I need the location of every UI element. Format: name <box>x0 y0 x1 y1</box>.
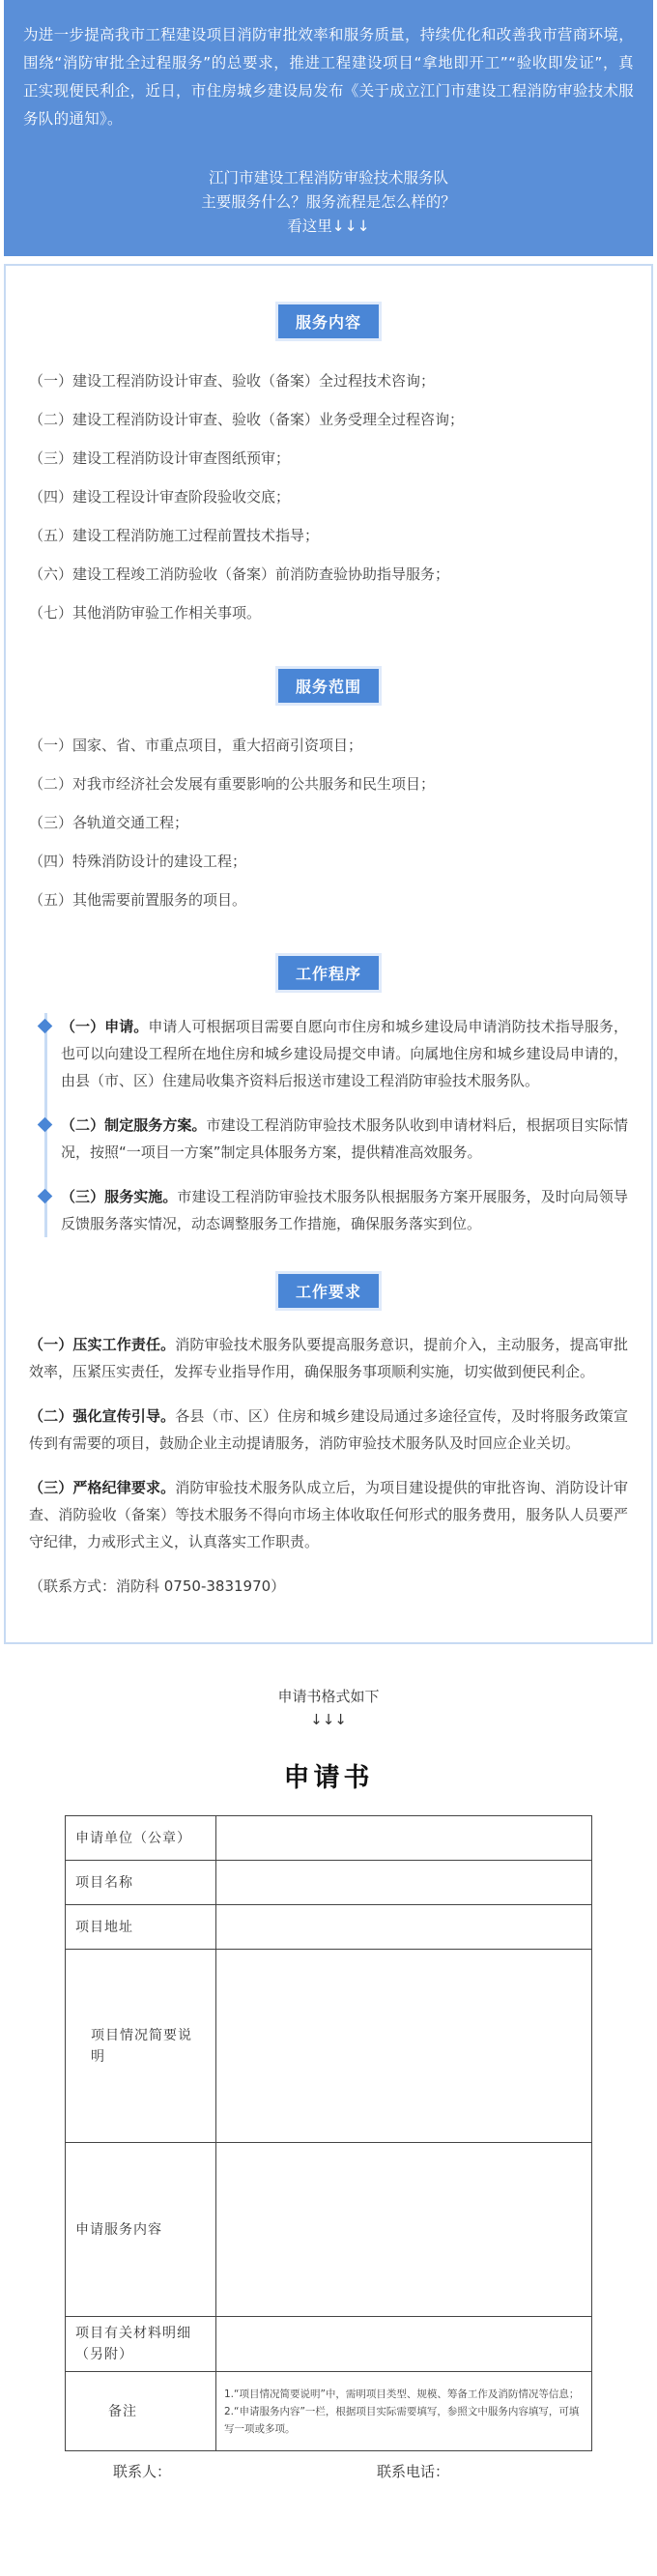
list-item: （六）建设工程竣工消防验收（备案）前消防查验协助指导服务； <box>29 565 450 583</box>
service-scope-section <box>29 669 628 919</box>
contact-person-label: 联系人： <box>113 2463 172 2480</box>
unit-field[interactable] <box>216 1816 592 1861</box>
form-caption-text: 申请书格式如下 <box>277 1688 380 1705</box>
remarks-label: 备注 <box>66 2372 216 2451</box>
list-item: （一）建设工程消防设计审查、验收（备案）全过程技术咨询； <box>29 372 436 390</box>
procedure-step <box>61 1013 628 1094</box>
down-arrows: ↓↓↓ <box>310 1711 347 1728</box>
requirement-paragraph <box>29 1474 628 1555</box>
materials-label: 项目有关材料明细（另附） <box>66 2317 216 2372</box>
step-lead: （三）服务实施。 <box>61 1188 178 1205</box>
remark-note: 1.“项目情况简要说明”中，需明项目类型、规模、筹备工作及消防情况等信息； <box>224 2388 580 2400</box>
diamond-bullet-icon <box>38 1117 53 1133</box>
project-name-field[interactable] <box>216 1861 592 1905</box>
requirement-lead: （二）强化宣传引导。 <box>29 1407 176 1425</box>
list-item: （三）各轨道交通工程； <box>29 814 189 831</box>
remarks-notes <box>216 2372 592 2451</box>
procedure-step <box>61 1183 628 1237</box>
form-title: 申请书 <box>283 1763 374 1793</box>
project-address-label: 项目地址 <box>66 1905 216 1950</box>
application-form-table <box>65 1815 592 2451</box>
project-address-field[interactable] <box>216 1905 592 1950</box>
service-request-label: 申请服务内容 <box>66 2143 216 2317</box>
intro-banner <box>4 0 653 256</box>
procedure-section <box>29 956 628 1237</box>
intro-paragraph: 为进一步提高我市工程建设项目消防审批效率和服务质量，持续优化和改善我市营商环境，围绕“消防审批全过程服务”的总要求，推进工程建设项目“拿地即开工”“验收即发证”，真正实现便民利企，近日，市住房城乡建设局发布《关于成立江门市建设工程消防审验技术服务队的通知》。 <box>23 26 635 128</box>
contact-phone-label: 联系电话： <box>377 2463 450 2480</box>
form-caption <box>0 1685 657 1731</box>
unit-label: 申请单位（公章） <box>66 1816 216 1861</box>
procedure-step <box>61 1112 628 1166</box>
project-name-label: 项目名称 <box>66 1861 216 1905</box>
requirements-section <box>29 1274 628 1600</box>
article-card <box>4 264 653 1644</box>
requirement-text: 各县（市、区）住房和城乡建设局通过多途径宣传，及时将服务政策宣传到有需要的项目，鼓励企业主动提请服务，消防审验技术服务队及时回应企业关切。 <box>29 1407 628 1452</box>
contact-line: （联系方式：消防科 0750-3831970） <box>29 1577 286 1595</box>
service-content-heading: 服务内容 <box>278 304 379 338</box>
requirement-text: 消防审验技术服务队要提高服务意识，提前介入，主动服务，提高审批效率，压紧压实责任，发挥专业指导作用，确保服务事项顺利实施，切实做到便民利企。 <box>29 1336 628 1380</box>
banner-subtitle <box>23 166 634 239</box>
list-item: （七）其他消防审验工作相关事项。 <box>29 604 262 622</box>
form-footer <box>65 2461 592 2481</box>
list-item: （四）特殊消防设计的建设工程； <box>29 853 247 870</box>
list-item: （二）建设工程消防设计审查、验收（备案）业务受理全过程咨询； <box>29 411 465 428</box>
requirements-heading: 工作要求 <box>278 1274 379 1308</box>
list-item: （三）建设工程消防设计审查图纸预审； <box>29 449 291 467</box>
banner-line-1: 江门市建设工程消防审验技术服务队 <box>208 169 448 187</box>
requirement-lead: （三）严格纪律要求。 <box>29 1479 176 1496</box>
remark-note: 2.“申请服务内容”一栏，根据项目实际需要填写，参照文中服务内容填写，可填写一项或多项。 <box>224 2405 580 2435</box>
step-text: 市建设工程消防审验技术服务队收到申请材料后，根据项目实际情况，按照“一项目一方案”制定具体服务方案，提供精准高效服务。 <box>61 1116 628 1161</box>
list-item: （四）建设工程设计审查阶段验收交底； <box>29 488 291 506</box>
step-text: 申请人可根据项目需要自愿向市住房和城乡建设局申请消防技术指导服务，也可以向建设工程所在地住房和城乡建设局提交申请。向属地住房和城乡建设局申请的，由县（市、区）住建局收集齐资料后报送市建设工程消防审验技术服务队。 <box>61 1018 628 1089</box>
list-item: （五）建设工程消防施工过程前置技术指导； <box>29 527 320 544</box>
requirement-paragraph <box>29 1331 628 1385</box>
step-lead: （一）申请。 <box>61 1018 149 1035</box>
materials-field[interactable] <box>216 2317 592 2372</box>
project-summary-label: 项目情况简要说明 <box>66 1950 216 2143</box>
requirement-lead: （一）压实工作责任。 <box>29 1336 176 1353</box>
banner-line-2: 主要服务什么？服务流程是怎么样的？ <box>201 193 456 211</box>
list-item: （五）其他需要前置服务的项目。 <box>29 891 247 909</box>
procedure-heading: 工作程序 <box>278 956 379 990</box>
step-text: 市建设工程消防审验技术服务队根据服务方案开展服务，及时向局领导反馈服务落实情况，动态调整服务工作措施，确保服务落实到位。 <box>61 1188 628 1232</box>
project-summary-field[interactable] <box>216 1950 592 2143</box>
list-item: （一）国家、省、市重点项目，重大招商引资项目； <box>29 737 363 754</box>
service-scope-heading: 服务范围 <box>278 669 379 703</box>
step-lead: （二）制定服务方案。 <box>61 1116 207 1134</box>
requirement-paragraph <box>29 1403 628 1457</box>
requirement-text: 消防审验技术服务队成立后，为项目建设提供的审批咨询、消防设计审查、消防验收（备案）等技术服务不得向市场主体收取任何形式的服务费用，服务队人员要严守纪律，力戒形式主义，认真落实工作职责。 <box>29 1479 628 1550</box>
service-content-section <box>29 304 628 632</box>
diamond-bullet-icon <box>38 1189 53 1204</box>
service-request-field[interactable] <box>216 2143 592 2317</box>
procedure-timeline <box>44 1013 628 1237</box>
list-item: （二）对我市经济社会发展有重要影响的公共服务和民生项目； <box>29 775 436 793</box>
banner-line-3: 看这里↓↓↓ <box>287 217 370 235</box>
diamond-bullet-icon <box>38 1019 53 1034</box>
